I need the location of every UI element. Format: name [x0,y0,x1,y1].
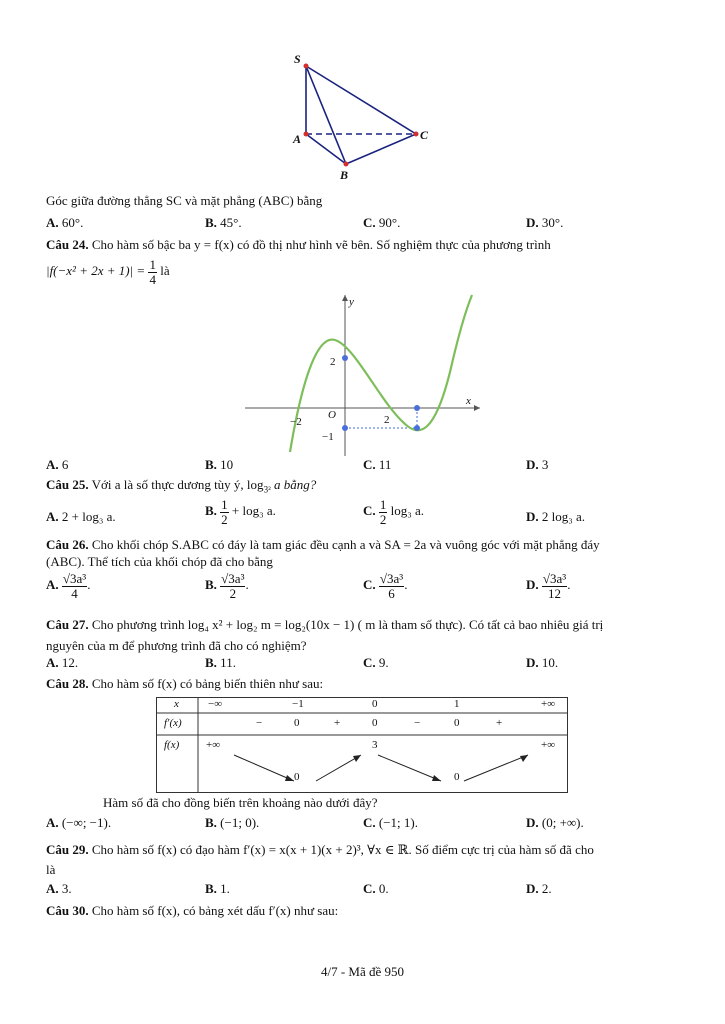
q27-option-b: B. 11. [205,655,236,670]
q24-option-a: A. 6 [46,457,69,472]
fp-sign: + [334,717,341,729]
point-y-minus1 [342,425,348,431]
q25-stem: Câu 25. Với a là số thực dương tùy ý, $\log_{3^2} a$ bằng? [46,477,317,495]
cubic-graph [240,292,485,460]
q23-option-a: A. 60°. [46,215,84,230]
q27-stem-line1: Câu 27. Cho phương trình log₄ x² + log₂ m = log₂(10x − 1) ( m là tham số thực). Có tất cả bao nhiêu giá trị [46,617,604,632]
fp-sign: 0 [294,717,300,729]
fp-sign: − [414,717,421,729]
q24-stem: Câu 24. Cho hàm số bậc ba y = f(x) có đồ thị như hình vẽ bên. Số nghiệm thực của phương trình [46,237,551,252]
fp-sign: 0 [454,717,460,729]
graph-tick-neg2: −2 [290,416,302,428]
q27-option-d: D. 10. [526,655,559,670]
point-y-2 [342,355,348,361]
q29-stem-line1: Câu 29. Cho hàm số f(x) có đạo hàm f′(x) = x(x + 1)(x + 2)³, ∀x ∈ ℝ. Số điểm cực trị của hàm số đã cho [46,842,594,857]
q23-stem: Góc giữa đường thẳng SC và mặt phẳng (ABC) bằng [46,193,323,208]
x-val: −1 [292,698,304,710]
q29-stem-line2: là [46,862,56,877]
q30-stem: Câu 30. Cho hàm số f(x), có bảng xét dấu f′(x) như sau: [46,903,339,918]
pyramid-figure [280,48,440,183]
q28-stem: Câu 28. Cho hàm số f(x) có bảng biến thiên như sau: [46,676,324,691]
q26-stem-line2: (ABC). Thể tích của khối chóp đã cho bằng [46,554,273,569]
page-footer: 4/7 - Mã đề 950 [320,964,405,979]
table-row-f-header: f(x) [164,739,180,751]
f-val: 0 [294,771,300,783]
f-val: +∞ [541,739,556,751]
q29-option-b: B. 1. [205,881,230,896]
variation-table [156,697,568,793]
q28-option-c: C. (−1; 1). [363,815,418,830]
graph-origin-label: O [328,409,336,421]
fp-sign: − [256,717,263,729]
vertex-a-label: A [293,132,302,146]
q26-stem-line1: Câu 26. Cho khối chóp S.ABC có đáy là tam giác đều cạnh a và SA = 2a và vuông góc với mặt phẳng đáy [46,537,600,552]
x-val: 0 [372,698,378,710]
graph-tick-2: 2 [384,414,390,426]
fp-sign: 0 [372,717,378,729]
point-min [414,425,420,431]
q29-option-a: A. 3. [46,881,72,896]
x-val: −∞ [208,698,223,710]
x-val: 1 [454,698,460,710]
q28-option-b: B. (−1; 0). [205,815,260,830]
q26-option-d: D. $\frac{\text{√3a³}}{12}$ . [526,571,571,601]
x-val: +∞ [541,698,556,710]
q25-option-d: D. 2 log₃ a. [526,509,586,524]
q24-option-d: D. 3 [526,457,549,472]
vertex-b-label: B [340,168,349,182]
q28-option-d: D. (0; +∞). [526,815,584,830]
graph-axis-x-label: x [466,395,471,407]
q29-option-d: D. 2. [526,881,552,896]
f-val: +∞ [206,739,221,751]
q26-option-c: C. $\frac{\text{√3a³}}{6}$ . [363,571,408,601]
q28-option-a: A. (−∞; −1). [46,815,112,830]
q24-equation: |f(−x² + 2x + 1)| = $\frac{1}{4}$ là [46,257,170,287]
q23-option-b: B. 45°. [205,215,242,230]
q24-option-b: B. 10 [205,457,234,472]
f-val: 3 [372,739,378,751]
graph-tick-y2: 2 [330,356,336,368]
q27-stem-line2: nguyên của m để phương trình đã cho có nghiệm? [46,638,307,653]
q25-option-c: C. $\frac{1}{2}$ log₃ a. [363,497,425,527]
fp-sign: + [496,717,503,729]
point-x-2 [414,405,420,411]
q25-option-b: B. $\frac{1}{2}$ + log₃ a. [205,497,276,527]
q26-option-b: B. $\frac{\text{√3a³}}{2}$ . [205,571,249,601]
q23-option-c: C. 90°. [363,215,401,230]
table-row-fprime-header: f′(x) [164,717,182,729]
q26-option-a: A. $\frac{\text{√3a³}}{4}$ . [46,571,91,601]
q23-option-d: D. 30°. [526,215,564,230]
q27-option-a: A. 12. [46,655,79,670]
table-row-x-header: x [174,698,179,710]
q29-option-c: C. 0. [363,881,389,896]
q28-question: Hàm số đã cho đồng biến trên khoảng nào dưới đây? [103,795,378,810]
vertex-s-label: S [294,52,301,66]
graph-axis-y-label: y [349,296,354,308]
q25-option-a: A. 2 + log₃ a. [46,509,116,524]
vertex-c-label: C [420,128,429,142]
f-val: 0 [454,771,460,783]
q27-option-c: C. 9. [363,655,389,670]
graph-tick-ym1: −1 [322,431,334,443]
q24-option-c: C. 11 [363,457,392,472]
